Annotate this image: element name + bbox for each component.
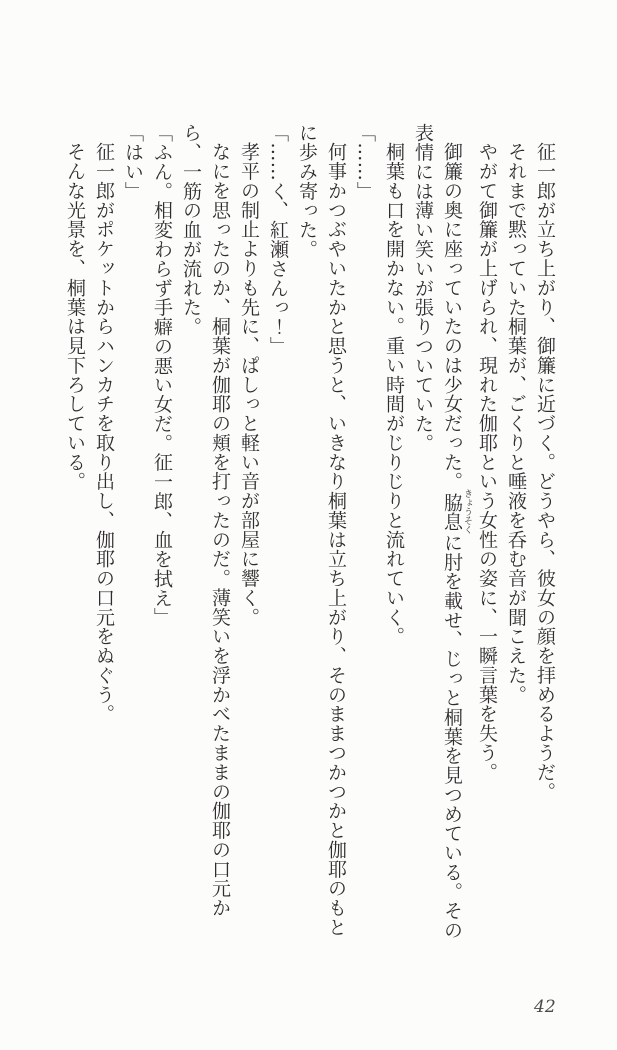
- text-segment: 桐葉も口を開かない。重い時間がじりじりと流れていく。: [383, 142, 405, 646]
- text-segment: に肘を載せ、じっと桐葉を見つめている。その表情には薄い笑いが張りついていた。: [412, 123, 463, 940]
- text-segment: そんな光景を、桐葉は見下ろしている。: [64, 142, 86, 491]
- text-segment: 「はい」: [122, 123, 144, 201]
- text-segment: 「ふん。相変わらず手癖の悪い女だ。征一郎、血を拭え」: [151, 123, 173, 627]
- novel-text-block: [60, 123, 559, 947]
- narration-paragraph: [408, 123, 472, 947]
- narration-paragraph: [292, 123, 350, 947]
- ruby-annotated-word: 脇息 きょうそく: [441, 489, 472, 535]
- dialogue-paragraph: [147, 123, 176, 947]
- text-segment: なにを思ったのか、桐葉が伽耶の頬を打ったのだ。薄笑いを浮かべたままの伽耶の口元から、一筋の血が流れた。: [180, 123, 231, 918]
- narration-paragraph: [530, 123, 559, 947]
- text-segment: 孝平の制止よりも先に、ぱしっと軽い音が部屋に響く。: [238, 142, 260, 627]
- text-segment: やがて御簾が上げられ、現れた伽耶という女性の姿に、一瞬言葉を失う。: [476, 142, 498, 782]
- text-segment: それまで黙っていた桐葉が、ごくりと唾液を呑む音が聞こえた。: [505, 142, 527, 705]
- text-segment: 何事かつぶやいたかと思うと、いきなり桐葉は立ち上がり、そのままつかつかと伽耶のもとに歩み寄った。: [296, 123, 347, 937]
- narration-paragraph: [379, 123, 408, 947]
- dialogue-paragraph: [263, 123, 292, 947]
- narration-paragraph: [501, 123, 530, 947]
- narration-paragraph: [472, 123, 501, 947]
- dialogue-paragraph: [350, 123, 379, 947]
- text-segment: 征一郎がポケットからハンカチを取り出し、伽耶の口元をぬぐう。: [93, 142, 115, 724]
- text-segment: 「……」: [354, 123, 376, 201]
- text-segment: 御簾の奥に座っていたのは少女だった。: [441, 142, 463, 491]
- narration-paragraph: [60, 123, 89, 947]
- text-segment: 「……く、紅瀬さんっ！」: [267, 123, 289, 356]
- narration-paragraph: [234, 123, 263, 947]
- dialogue-paragraph: [118, 123, 147, 947]
- text-segment: 征一郎が立ち上がり、御簾に近づく。どうやら、彼女の顔を拝めるようだ。: [534, 142, 556, 801]
- page-number: 42: [534, 997, 556, 1017]
- narration-paragraph: [176, 123, 234, 947]
- narration-paragraph: [89, 123, 118, 947]
